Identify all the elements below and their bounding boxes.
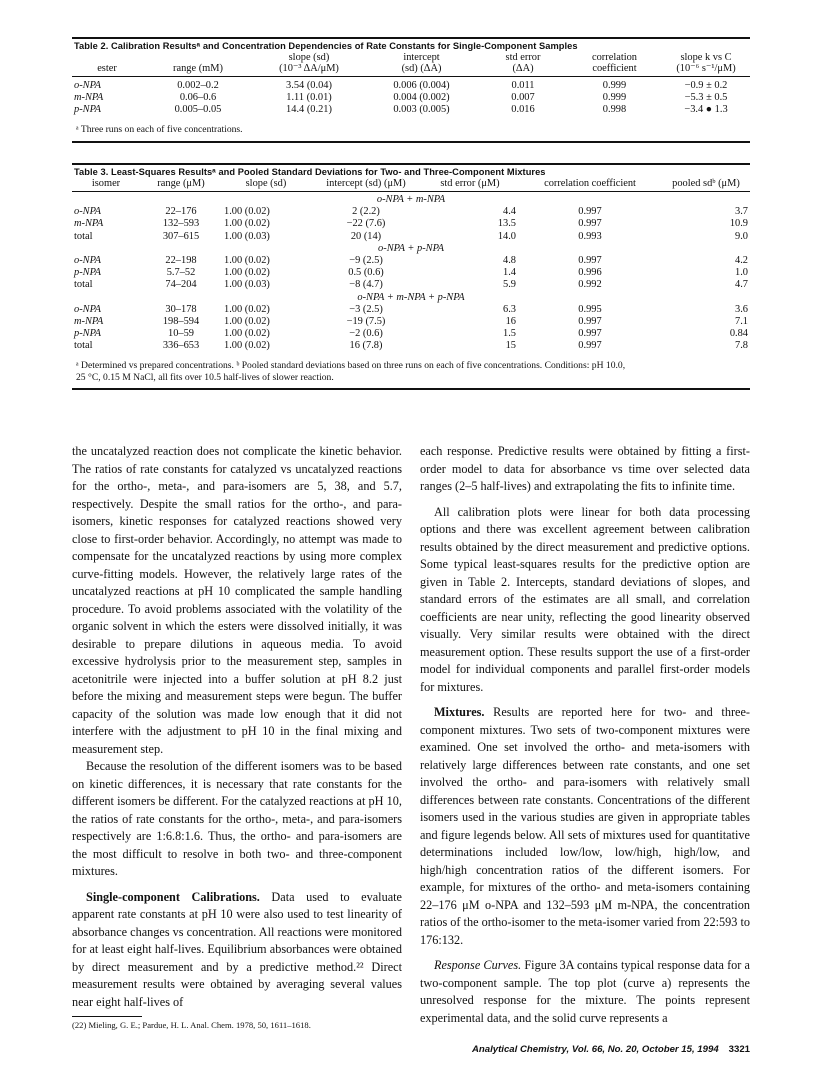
left-text-column: [72, 443, 402, 1011]
section-heading-mixtures: Mixtures.: [434, 705, 485, 719]
table-2: [72, 37, 750, 143]
table-3-footnote-line-1: ᵃ Determined vs prepared concentrations. ᵇ Pooled standard deviations based on three runs on each of five concentrations. Conditions: pH 10.0,: [76, 359, 626, 371]
table-3-footnote-line-2: 25 °C, 0.15 M NaCl, all fits over 10.5 half-lives of slower reaction.: [76, 371, 334, 383]
table-row: [72, 92, 750, 104]
t2-h5-l2: coefficient: [592, 63, 637, 74]
t2-cell: 0.004 (0.002): [393, 92, 450, 104]
journal-footer: [420, 1044, 750, 1055]
table-3-bottom-rule: [72, 388, 750, 390]
t2-h2-l1: slope (sd): [288, 52, 330, 63]
t2-cell: 0.06–0.6: [179, 92, 217, 104]
left-paragraph-3: [72, 889, 402, 1012]
left-paragraph-1: the uncatalyzed reaction does not complicate the kinetic behavior. The ratios of rate constants for catalyzed vs uncatalyzed reactions for the ortho-, meta-, and para-isomers are 5, 38, and 5.7, respectively. Despite the small ratios for the ortho-, and para-isomers, kinetic responses for catalyzed reactions showed very close to first-order behavior. Accordingly, no attempt was made to compensate for the uncatalyzed reactions by using more complex curve-fitting models. However, the relatively large rates of the uncatalyzed reactions at pH 10 complicated the sample handling procedure. To avoid problems associated with the volatility of the organic solvent in which the esters were dissolved initially, it was desirable to prepare dilutions in aqueous media. To avoid excessive hydrolysis prior to the measurement step, samples in acetonitrile were injected into a buffer solution at pH 8.2 just before the mixing and measurement steps were begun. The buffer capacity of the solution was made low enough that it did not interfere with the adjustment to pH 10 in the final mixing and measurement step.: [72, 444, 402, 756]
table-2-header-rule: [72, 76, 750, 77]
table-2-header-row-2: [72, 63, 750, 74]
table-row: o-NPA 22–176 1.00 (0.02) 2 (2.2) 4.4 0.997 3.7: [74, 206, 748, 218]
table-3-header-rule: [72, 191, 750, 192]
t3-h-stderr: std error (μM): [440, 178, 500, 189]
t3-h-range: range (μM): [157, 178, 205, 189]
table-3-group-label: o-NPA + m-NPA + p-NPA: [357, 291, 465, 303]
t2-h0-l2: ester: [97, 63, 117, 74]
reference-22: (22) Mieling, G. E.; Pardue, H. L. Anal. Chem. 1978, 50, 1611–1618.: [72, 1020, 311, 1030]
t2-cell: 3.54 (0.04): [286, 80, 332, 91]
right-paragraph-1: each response. Predictive results were obtained by fitting a first-order model to data for absorbance vs time over selected data ranges (2–5 half-lives) and extrapolating the fits to infinite time.: [420, 444, 750, 493]
reference-footnote: [72, 1016, 402, 1031]
table-2-grid: [72, 52, 750, 117]
table-3-caption: Table 3. Least-Squares Resultsᵃ and Pooled Standard Deviations for Two- and Three-Component Mixtures: [74, 167, 546, 177]
t2-cell: p-NPA: [74, 104, 101, 116]
right-paragraph-4-text: Figure 3A contains typical response data for a two-component sample. The top plot (curve a) represents the unresolved response for the mixture. The points represent experimental data, and the solid curve represents a: [420, 958, 750, 1025]
t2-cell: 0.016: [511, 104, 535, 116]
table-3-footnote: [72, 358, 750, 386]
table-3-group-label: o-NPA + p-NPA: [378, 242, 444, 254]
section-heading-response-curves: Response Curves.: [434, 958, 522, 972]
table-row: m-NPA 198–594 1.00 (0.02) −19 (7.5) 16 0.997 7.1: [74, 316, 748, 328]
reference-rule: [72, 1016, 142, 1017]
t2-cell: 0.998: [602, 104, 627, 116]
t2-h4-l1: std error: [505, 52, 541, 63]
t2-cell: 0.005–0.05: [174, 104, 222, 116]
right-paragraph-3-text: Results are reported here for two- and three-component mixtures. Two sets of two-component mixtures were examined. One set involved the ortho- and meta-isomers with relatively large differences between rate constants, and one set involved the ortho- and para-isomers with relatively small differences between rate constants. Concentrations of the different isomers used in the various studies are given in appropriate tables and figure legends below. All sets of mixtures used for quantitative determinations included low/low, low/high, high/low, and high/high concentration ratios of the different isomers. For example, for mixtures of the ortho- and meta-isomers containing 22–176 μM o-NPA and 132–593 μM m-NPA, the concentration ratios of the ortho-isomer to the meta-isomer varied from 22:593 to 176:132.: [420, 705, 750, 947]
t2-cell: 0.002–0.2: [177, 80, 219, 91]
t2-cell: 14.4 (0.21): [286, 104, 332, 116]
t2-h6-l1: slope k vs C: [680, 52, 732, 63]
right-paragraph-3: [420, 704, 750, 949]
table-row: p-NPA 5.7–52 1.00 (0.02) 0.5 (0.6) 1.4 0.996 1.0: [74, 267, 748, 279]
table-row: o-NPA 30–178 1.00 (0.02) −3 (2.5) 6.3 0.995 3.6: [74, 303, 748, 315]
t2-h1-l2: range (mM): [173, 63, 223, 74]
t2-cell: −0.9 ± 0.2: [684, 80, 728, 91]
t2-cell: 0.999: [602, 80, 627, 91]
journal-citation: Analytical Chemistry, Vol. 66, No. 20, October 15, 1994: [471, 1044, 719, 1055]
t2-h4-l2: (ΔA): [512, 63, 534, 74]
table-row: o-NPA 22–198 1.00 (0.02) −9 (2.5) 4.8 0.997 4.2: [74, 255, 748, 267]
right-text-column: [420, 443, 750, 1027]
t3-h-pooled: pooled sdᵇ (μM): [672, 178, 740, 189]
t2-cell: 0.011: [511, 80, 535, 91]
t3-h-corr: correlation coefficient: [544, 178, 636, 189]
page-number: 3321: [728, 1044, 750, 1055]
table-2-footnote: ᵃ Three runs on each of five concentrations.: [76, 123, 243, 135]
t2-cell: 0.006 (0.004): [393, 80, 450, 91]
left-paragraph-2: Because the resolution of the different isomers was to be based on kinetic differences, it is necessary that rate constants for the different isomers be different. For the catalyzed reactions at pH 10, the ratios of rate constants for the ortho-, meta-, and para-isomers respectively are 1:6.8:1.6. Thus, the ortho- and para-isomers are the most difficult to resolve in both two- and three-component mixtures.: [72, 759, 402, 878]
t3-h-isomer: isomer: [91, 178, 121, 189]
table-3-grid: [72, 178, 750, 353]
table-row: total 74–204 1.00 (0.03) −8 (4.7) 5.9 0.992 4.7: [74, 279, 748, 291]
table-3-header-row: [72, 178, 750, 189]
table-row: total 336–653 1.00 (0.02) 16 (7.8) 15 0.997 7.8: [74, 340, 748, 352]
table-3: [72, 163, 750, 390]
t2-h3-l2: (sd) (ΔA): [401, 63, 442, 74]
table-row: total 307–615 1.00 (0.03) 20 (14) 14.0 0.993 9.0: [74, 230, 748, 242]
table-2-header-row-1: [72, 52, 750, 63]
t2-h2-l2: (10⁻³ ΔA/μM): [279, 63, 339, 74]
t2-h1-l1: [142, 52, 254, 63]
table-row: [72, 104, 750, 116]
table-row: [72, 80, 750, 92]
t2-h3-l1: intercept: [403, 52, 440, 63]
t2-h0-l1: [72, 52, 142, 63]
table-2-caption: Table 2. Calibration Resultsᵃ and Concentration Dependencies of Rate Constants for Single-Component Samples: [74, 41, 578, 51]
t2-cell: 0.007: [511, 92, 535, 104]
t2-cell: 0.003 (0.005): [393, 104, 450, 116]
right-paragraph-4: [420, 957, 750, 1027]
t3-h-slope: slope (sd): [245, 178, 287, 189]
right-paragraph-2: All calibration plots were linear for both data processing options and there was excellent agreement between calibration results obtained by the direct measurement and predictive options. Some typical least-squares results for the predictive option are given in Table 2. Intercepts, standard deviations of slopes, and standard errors of the estimates are all small, and correlation coefficients are near unity, reflecting the good linearity observed visually. Very similar results were obtained with the direct measurement option. These results support the use of a first-order model for individual components and parallel first-order models for mixtures.: [420, 504, 750, 694]
t2-cell: m-NPA: [74, 92, 104, 104]
t2-cell: o-NPA: [74, 80, 101, 91]
t2-h5-l1: correlation: [591, 52, 637, 63]
t2-cell: −5.3 ± 0.5: [684, 92, 728, 104]
table-row: p-NPA 10–59 1.00 (0.02) −2 (0.6) 1.5 0.997 0.84: [74, 328, 748, 340]
table-2-bottom-rule: [72, 141, 750, 143]
t2-cell: 1.11 (0.01): [286, 92, 332, 104]
t3-h-intercept: intercept (sd) (μM): [326, 178, 406, 189]
t2-h6-l2: (10⁻⁶ s⁻¹/μM): [676, 63, 736, 74]
t2-cell: −3.4 ● 1.3: [684, 104, 728, 116]
table-3-group-label: o-NPA + m-NPA: [376, 194, 446, 205]
t2-cell: 0.999: [602, 92, 627, 104]
table-row: m-NPA 132–593 1.00 (0.02) −22 (7.6) 13.5 0.997 10.9: [74, 218, 748, 230]
left-paragraph-3-text: Data used to evaluate apparent rate constants at pH 10 were also used to test linearity of absorbance changes vs concentration. All reactions were monitored for at least eight half-lives. Equilibrium absorbances were obtained by direct measurement and by a predictive method.²² Direct measurement results were obtained by averaging several values near eight half-lives of: [72, 889, 402, 1009]
section-heading-single-component: Single-component Calibrations.: [86, 889, 260, 904]
